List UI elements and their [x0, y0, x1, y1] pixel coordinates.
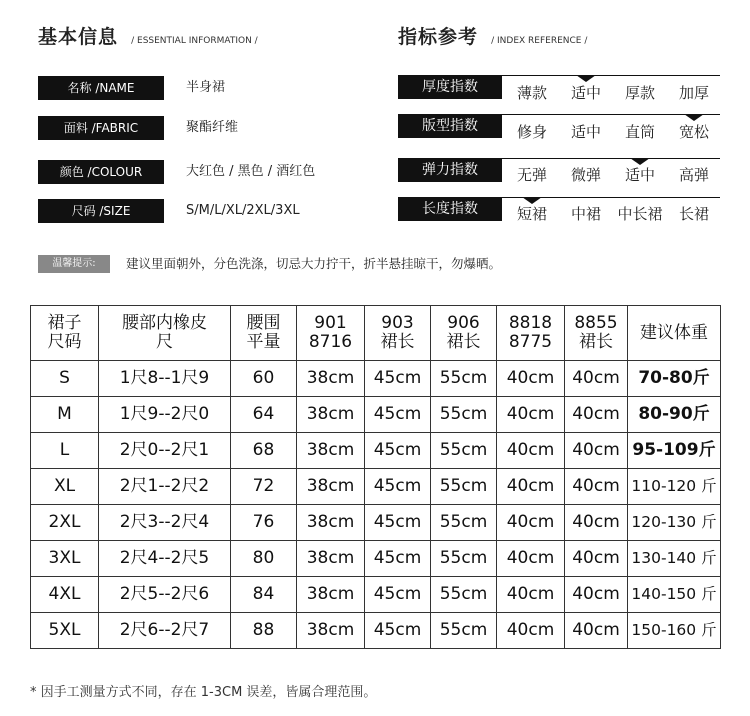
header-size: 裙子 尺码 — [31, 306, 99, 361]
fit-index-label: 版型指数 — [398, 114, 502, 138]
thickness-option: 加厚 — [678, 84, 709, 102]
size-value: S/M/L/XL/2XL/3XL — [186, 203, 300, 218]
cell-len-901: 38cm — [297, 361, 365, 397]
cell-len-8818: 40cm — [497, 577, 565, 613]
table-row — [31, 505, 721, 541]
cell-len-8855: 40cm — [565, 361, 628, 397]
colour-label: 颜色 /COLOUR — [38, 160, 164, 184]
cell-len-906: 55cm — [431, 361, 497, 397]
elasticity-option: 高弹 — [678, 166, 709, 184]
cell-len-903: 45cm — [365, 541, 431, 577]
name-label: 名称 /NAME — [38, 76, 164, 100]
size-label: 尺码 /SIZE — [38, 199, 164, 223]
header-901: 901 8716 — [297, 306, 365, 361]
cell-len-903: 45cm — [365, 397, 431, 433]
header-906: 906 裙长 — [431, 306, 497, 361]
cell-size: 2XL — [31, 505, 99, 541]
cell-len-901: 38cm — [297, 541, 365, 577]
thickness-index-line — [502, 75, 720, 76]
cell-len-903: 45cm — [365, 577, 431, 613]
cell-len-906: 55cm — [431, 541, 497, 577]
cell-len-903: 45cm — [365, 433, 431, 469]
header-waist-flat: 腰围 平量 — [231, 306, 297, 361]
cell-waist-flat: 68 — [231, 433, 297, 469]
thickness-option: 适中 — [570, 84, 601, 102]
cell-weight: 95-109斤 — [628, 433, 721, 469]
cell-waist-flat: 88 — [231, 613, 297, 649]
index-reference-header — [398, 22, 587, 49]
basic-info-subtitle: / ESSENTIAL INFORMATION / — [131, 36, 258, 46]
index-reference-subtitle: / INDEX REFERENCE / — [491, 36, 588, 46]
header-8855: 8855 裙长 — [565, 306, 628, 361]
length-index-label: 长度指数 — [398, 197, 502, 221]
cell-len-901: 38cm — [297, 433, 365, 469]
cell-waist-flat: 80 — [231, 541, 297, 577]
cell-len-8818: 40cm — [497, 505, 565, 541]
table-row — [31, 469, 721, 505]
fit-option: 直筒 — [624, 123, 655, 141]
cell-len-8855: 40cm — [565, 505, 628, 541]
cell-size: S — [31, 361, 99, 397]
cell-waist-elastic: 1尺8--1尺9 — [99, 361, 231, 397]
header-waist-elastic: 腰部内橡皮 尺 — [99, 306, 231, 361]
cell-len-8855: 40cm — [565, 433, 628, 469]
fit-selected-marker — [684, 114, 704, 121]
cell-len-8855: 40cm — [565, 613, 628, 649]
header-903: 903 裙长 — [365, 306, 431, 361]
cell-waist-elastic: 2尺0--2尺1 — [99, 433, 231, 469]
cell-weight: 130-140 斤 — [628, 541, 721, 577]
cell-len-906: 55cm — [431, 433, 497, 469]
cell-size: M — [31, 397, 99, 433]
thickness-selected-marker — [576, 75, 596, 82]
table-row — [31, 541, 721, 577]
cell-waist-elastic: 2尺5--2尺6 — [99, 577, 231, 613]
cell-waist-elastic: 1尺9--2尺0 — [99, 397, 231, 433]
table-header-row — [31, 306, 721, 361]
cell-len-906: 55cm — [431, 613, 497, 649]
thickness-option: 薄款 — [516, 84, 547, 102]
cell-len-906: 55cm — [431, 397, 497, 433]
cell-len-8818: 40cm — [497, 469, 565, 505]
elasticity-index-line — [502, 158, 720, 159]
fabric-value: 聚酯纤维 — [186, 120, 239, 135]
fit-option: 适中 — [570, 123, 601, 141]
cell-len-8818: 40cm — [497, 541, 565, 577]
cell-len-8855: 40cm — [565, 397, 628, 433]
cell-weight: 140-150 斤 — [628, 577, 721, 613]
table-row — [31, 577, 721, 613]
cell-len-901: 38cm — [297, 505, 365, 541]
thickness-option: 厚款 — [624, 84, 655, 102]
cell-size: XL — [31, 469, 99, 505]
elasticity-option: 微弹 — [570, 166, 601, 184]
cell-len-906: 55cm — [431, 577, 497, 613]
table-row — [31, 361, 721, 397]
elasticity-index-label: 弹力指数 — [398, 158, 502, 182]
cell-waist-elastic: 2尺1--2尺2 — [99, 469, 231, 505]
cell-size: 3XL — [31, 541, 99, 577]
cell-waist-flat: 60 — [231, 361, 297, 397]
header-weight: 建议体重 — [628, 306, 721, 361]
elasticity-option: 适中 — [624, 166, 655, 184]
thickness-index-label: 厚度指数 — [398, 75, 502, 99]
cell-waist-flat: 64 — [231, 397, 297, 433]
cell-len-901: 38cm — [297, 577, 365, 613]
tip-badge: 温馨提示: — [38, 255, 110, 273]
cell-len-8818: 40cm — [497, 397, 565, 433]
cell-len-8818: 40cm — [497, 433, 565, 469]
cell-waist-elastic: 2尺6--2尺7 — [99, 613, 231, 649]
cell-len-906: 55cm — [431, 505, 497, 541]
cell-len-8818: 40cm — [497, 361, 565, 397]
elasticity-option: 无弹 — [516, 166, 547, 184]
cell-len-903: 45cm — [365, 361, 431, 397]
cell-len-901: 38cm — [297, 613, 365, 649]
cell-len-906: 55cm — [431, 469, 497, 505]
cell-size: 4XL — [31, 577, 99, 613]
cell-len-903: 45cm — [365, 613, 431, 649]
cell-len-8855: 40cm — [565, 469, 628, 505]
basic-info-header — [38, 22, 258, 49]
cell-len-903: 45cm — [365, 505, 431, 541]
cell-len-8855: 40cm — [565, 577, 628, 613]
cell-size: L — [31, 433, 99, 469]
size-table — [30, 305, 721, 649]
table-row — [31, 397, 721, 433]
tip-text: 建议里面朝外，分色洗涤，切忌大力拧干，折半悬挂晾干，勿爆晒。 — [126, 256, 502, 271]
cell-waist-elastic: 2尺3--2尺4 — [99, 505, 231, 541]
cell-weight: 150-160 斤 — [628, 613, 721, 649]
fit-option: 修身 — [516, 123, 547, 141]
table-row — [31, 433, 721, 469]
cell-waist-flat: 76 — [231, 505, 297, 541]
length-option: 短裙 — [516, 205, 547, 223]
cell-waist-flat: 72 — [231, 469, 297, 505]
cell-size: 5XL — [31, 613, 99, 649]
cell-len-903: 45cm — [365, 469, 431, 505]
fabric-label: 面料 /FABRIC — [38, 116, 164, 140]
cell-len-8855: 40cm — [565, 541, 628, 577]
fit-option: 宽松 — [678, 123, 709, 141]
cell-weight: 110-120 斤 — [628, 469, 721, 505]
table-row — [31, 613, 721, 649]
cell-weight: 120-130 斤 — [628, 505, 721, 541]
basic-info-title: 基本信息 — [38, 26, 119, 48]
colour-value: 大红色 / 黑色 / 酒红色 — [186, 164, 316, 179]
cell-len-8818: 40cm — [497, 613, 565, 649]
index-reference-title: 指标参考 — [398, 26, 479, 48]
cell-weight: 70-80斤 — [628, 361, 721, 397]
length-option: 长裙 — [678, 205, 709, 223]
header-8818: 8818 8775 — [497, 306, 565, 361]
length-option: 中裙 — [570, 205, 601, 223]
cell-waist-flat: 84 — [231, 577, 297, 613]
cell-len-901: 38cm — [297, 397, 365, 433]
cell-weight: 80-90斤 — [628, 397, 721, 433]
cell-waist-elastic: 2尺4--2尺5 — [99, 541, 231, 577]
length-option: 中长裙 — [617, 205, 663, 223]
measurement-note: * 因手工测量方式不同，存在 1-3CM 误差，皆属合理范围。 — [30, 685, 377, 700]
name-value: 半身裙 — [186, 80, 226, 95]
cell-len-901: 38cm — [297, 469, 365, 505]
